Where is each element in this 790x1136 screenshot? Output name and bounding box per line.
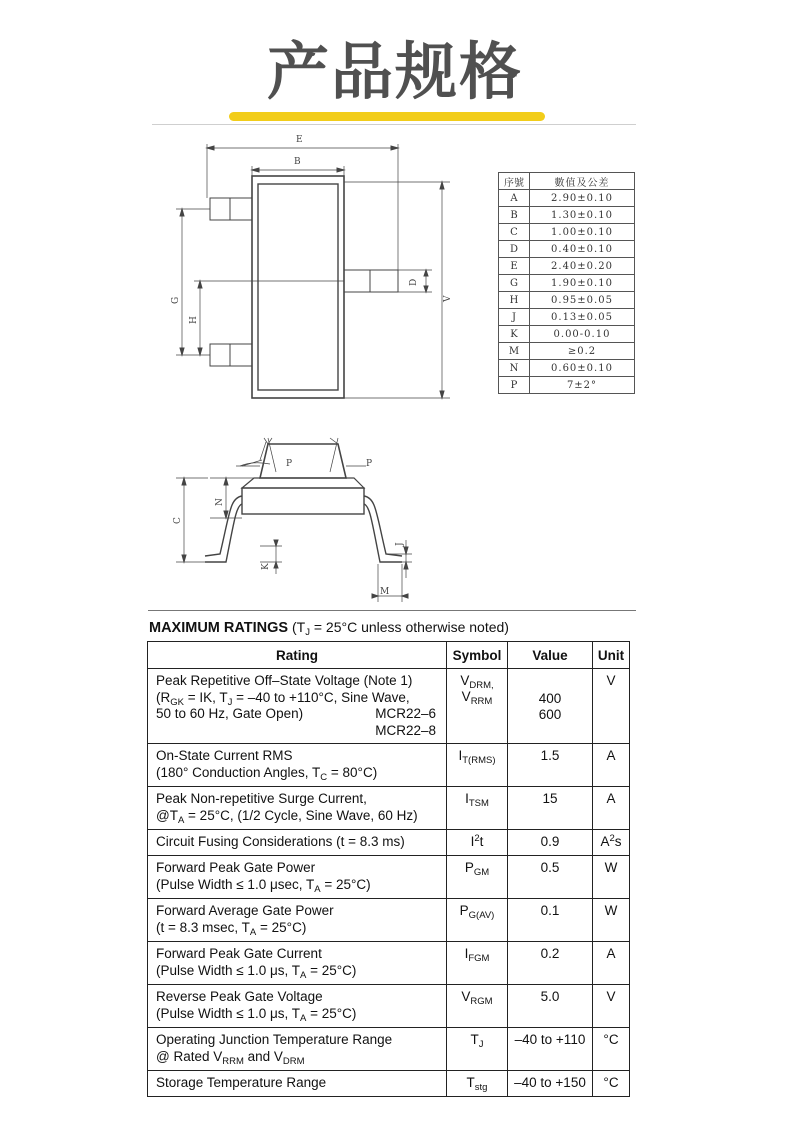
rating-text: and V — [243, 1048, 283, 1064]
dim-label-j: J — [395, 542, 405, 546]
symbol-cell — [447, 899, 508, 942]
symbol-sub: DRM, — [469, 680, 494, 691]
unit-cell: A — [593, 942, 630, 985]
dimension-row — [499, 258, 635, 275]
unit-cell: A — [593, 787, 630, 830]
rating-cell — [148, 669, 447, 744]
symbol-sub: stg — [474, 1082, 488, 1093]
dimension-row — [499, 207, 635, 224]
symbol-text: T — [466, 1075, 475, 1090]
symbol-text: P — [459, 903, 469, 918]
unit-cell: W — [593, 856, 630, 899]
value-cell: 0.9 — [508, 830, 593, 856]
rating-sub: J — [227, 696, 233, 708]
rating-sub: GK — [170, 696, 184, 708]
lead-right — [344, 270, 398, 292]
symbol-text: t — [479, 834, 484, 849]
dim-label-p-right: P — [366, 459, 373, 469]
dimension-value: ≥0.2 — [530, 343, 635, 360]
unit-cell: °C — [593, 1028, 630, 1071]
symbol-text: I — [470, 834, 475, 849]
rating-text: Reverse Peak Gate Voltage — [156, 989, 323, 1004]
dim-label-c: C — [173, 517, 183, 524]
dimension-value: 1.00±0.10 — [530, 224, 635, 241]
dimension-table — [498, 172, 635, 394]
symbol-sub: G(AV) — [468, 910, 495, 921]
ratings-heading-note-sub: J — [305, 627, 310, 638]
dimension-value: 0.95±0.05 — [530, 292, 635, 309]
value-cell: 15 — [508, 787, 593, 830]
dimension-value: 2.90±0.10 — [530, 190, 635, 207]
rating-text: (Pulse Width ≤ 1.0 μs, T — [156, 962, 300, 978]
header-symbol: Symbol — [447, 642, 508, 669]
dim-label-m: M — [380, 587, 390, 597]
symbol-text: I — [464, 946, 469, 961]
symbol-cell — [447, 830, 508, 856]
lead-bottom-left — [210, 344, 252, 366]
section-divider — [148, 610, 636, 611]
rating-cell — [148, 856, 447, 899]
symbol-sub: FGM — [468, 953, 490, 964]
symbol-cell — [447, 856, 508, 899]
dimension-symbol: M — [499, 343, 530, 360]
dimension-symbol: A — [499, 190, 530, 207]
rating-text: On-State Current RMS — [156, 748, 293, 763]
symbol-cell — [447, 942, 508, 985]
rating-text: @ Rated V — [156, 1048, 223, 1064]
unit-cell: V — [593, 985, 630, 1028]
rating-text: Forward Peak Gate Power — [156, 860, 316, 875]
rating-cell — [148, 1028, 447, 1071]
lead-top-left — [210, 198, 252, 220]
rating-text: = 25°C) — [320, 876, 371, 892]
header-value: Value — [508, 642, 593, 669]
rating-sub: A — [300, 969, 307, 981]
dimension-symbol: D — [499, 241, 530, 258]
package-outline-drawing — [150, 126, 500, 610]
unit-cell — [593, 830, 630, 856]
dimension-value: 7±2° — [530, 377, 635, 394]
unit-cell: V — [593, 669, 630, 744]
unit-cell: °C — [593, 1071, 630, 1097]
rating-cell — [148, 787, 447, 830]
symbol-cell — [447, 787, 508, 830]
dim-header-value: 數值及公差 — [530, 173, 635, 190]
dimension-value: 1.30±0.10 — [530, 207, 635, 224]
table-row — [148, 856, 630, 899]
rating-text: (Pulse Width ≤ 1.0 μs, T — [156, 1005, 300, 1021]
ratings-heading-note-a: (T — [291, 619, 306, 635]
side-view-body-bottom — [242, 488, 364, 514]
rating-cell: Storage Temperature Range — [148, 1071, 447, 1097]
rating-cell — [148, 744, 447, 787]
header-unit: Unit — [593, 642, 630, 669]
rating-text: Operating Junction Temperature Range — [156, 1032, 393, 1047]
ratings-heading-note-b: = 25°C unless otherwise noted) — [309, 619, 509, 635]
symbol-text: I — [458, 748, 463, 763]
rating-cell — [148, 899, 447, 942]
dimension-value: 0.40±0.10 — [530, 241, 635, 258]
table-row — [148, 1071, 630, 1097]
rating-text: Forward Peak Gate Current — [156, 946, 322, 961]
dim-label-b: B — [294, 157, 301, 167]
rating-text: @T — [156, 807, 178, 823]
side-lead-right — [364, 496, 402, 556]
rating-sub: A — [177, 814, 185, 826]
rating-sub: DRM — [282, 1055, 305, 1067]
dimension-row — [499, 377, 635, 394]
body-outer — [252, 176, 344, 398]
dimension-row — [499, 292, 635, 309]
dim-header-index: 序號 — [499, 173, 530, 190]
table-row — [148, 787, 630, 830]
value-cell: 0.5 — [508, 856, 593, 899]
dimension-value: 2.40±0.20 — [530, 258, 635, 275]
table-row — [148, 744, 630, 787]
symbol-sub: RGM — [470, 996, 493, 1007]
value-cell: –40 to +110 — [508, 1028, 593, 1071]
rating-text: (180° Conduction Angles, T — [156, 764, 321, 780]
unit-cell: W — [593, 899, 630, 942]
dim-label-h: H — [189, 316, 199, 324]
value-text: 400 — [538, 691, 562, 706]
rating-text: (Pulse Width ≤ 1.0 μsec, T — [156, 876, 315, 892]
dimension-symbol: E — [499, 258, 530, 275]
symbol-sub: RRM — [470, 696, 493, 707]
symbol-text: V — [461, 689, 471, 704]
rating-text: = –40 to +110°C, Sine Wave, — [232, 689, 410, 705]
device-name: MCR22–8 — [375, 722, 436, 738]
dimension-symbol: C — [499, 224, 530, 241]
value-cell: 0.2 — [508, 942, 593, 985]
dimension-row — [499, 224, 635, 241]
symbol-cell — [447, 1071, 508, 1097]
dimension-symbol: P — [499, 377, 530, 394]
rating-text: Forward Average Gate Power — [156, 903, 334, 918]
dimension-row — [499, 275, 635, 292]
dimension-symbol: K — [499, 326, 530, 343]
table-row — [148, 899, 630, 942]
symbol-sub: T(RMS) — [462, 755, 496, 766]
dimension-row — [499, 343, 635, 360]
dim-label-v: V — [443, 295, 453, 302]
symbol-sub: TSM — [468, 798, 489, 809]
rating-text: = 25°C, (1/2 Cycle, Sine Wave, 60 Hz) — [184, 807, 418, 823]
header-rating: Rating — [148, 642, 447, 669]
unit-cell: A — [593, 744, 630, 787]
dimension-row — [499, 241, 635, 258]
symbol-sub: J — [478, 1039, 484, 1050]
rating-text: (t = 8.3 msec, T — [156, 919, 250, 935]
body-inner — [258, 184, 338, 390]
rating-text: (R — [156, 689, 171, 705]
rating-text: = 25°C) — [256, 919, 307, 935]
rating-sub: A — [300, 1012, 307, 1024]
rating-text: = IK, T — [183, 689, 228, 705]
dimension-symbol: H — [499, 292, 530, 309]
page-title: 产品规格 — [266, 35, 523, 108]
dimension-row — [499, 190, 635, 207]
symbol-cell — [447, 985, 508, 1028]
symbol-text: V — [460, 673, 470, 688]
device-name: MCR22–6 — [375, 706, 436, 721]
rating-sub: A — [249, 926, 257, 938]
value-cell: 1.5 — [508, 744, 593, 787]
top-divider — [152, 124, 636, 125]
dimension-value: 1.90±0.10 — [530, 275, 635, 292]
rating-cell — [148, 985, 447, 1028]
rating-cell — [148, 942, 447, 985]
dimension-symbol: G — [499, 275, 530, 292]
symbol-text: I — [465, 791, 469, 806]
symbol-sub: GM — [473, 867, 490, 878]
table-row — [148, 669, 630, 744]
value-cell: 5.0 — [508, 985, 593, 1028]
symbol-cell — [447, 1028, 508, 1071]
ratings-heading-title: MAXIMUM RATINGS — [149, 620, 289, 636]
rating-text: Peak Non-repetitive Surge Current, — [156, 791, 367, 806]
dim-label-n: N — [215, 498, 225, 506]
value-cell: –40 to +150 — [508, 1071, 593, 1097]
table-row — [148, 985, 630, 1028]
dimension-symbol: J — [499, 309, 530, 326]
side-view-body-top — [260, 444, 346, 478]
dimension-value: 0.00-0.10 — [530, 326, 635, 343]
value-text: 600 — [538, 707, 562, 722]
symbol-cell — [447, 744, 508, 787]
table-row — [148, 1028, 630, 1071]
rating-sub: RRM — [222, 1055, 244, 1067]
dim-label-d: D — [409, 278, 419, 286]
unit-sup: 2 — [609, 833, 615, 844]
dimension-value: 0.13±0.05 — [530, 309, 635, 326]
rating-text: = 25°C) — [306, 962, 357, 978]
dimension-row — [499, 326, 635, 343]
value-cell: 0.1 — [508, 899, 593, 942]
dimension-row — [499, 309, 635, 326]
symbol-text: T — [470, 1032, 479, 1047]
dim-label-g: G — [171, 296, 181, 304]
dimension-symbol: N — [499, 360, 530, 377]
unit-text: s — [614, 834, 622, 849]
symbol-sup: 2 — [474, 833, 480, 844]
dimension-symbol: B — [499, 207, 530, 224]
dimension-value: 0.60±0.10 — [530, 360, 635, 377]
symbol-text: P — [464, 860, 474, 875]
dim-label-k: K — [261, 563, 271, 570]
dim-label-e: E — [296, 135, 303, 145]
dimension-table-header — [499, 173, 635, 190]
ratings-header-row — [148, 642, 630, 669]
rating-sub: A — [314, 883, 321, 895]
rating-sub: C — [320, 771, 328, 783]
ratings-heading — [149, 619, 509, 636]
table-row — [148, 942, 630, 985]
rating-cell: Circuit Fusing Considerations (t = 8.3 ms) — [148, 830, 447, 856]
title-underline — [229, 112, 545, 121]
value-cell — [508, 669, 593, 744]
dimension-row — [499, 360, 635, 377]
rating-text: = 80°C) — [327, 764, 378, 780]
rating-text: Peak Repetitive Off–State Voltage (Note 1) — [156, 673, 413, 688]
rating-text: = 25°C) — [306, 1005, 357, 1021]
symbol-cell — [447, 669, 508, 744]
rating-text: 50 to 60 Hz, Gate Open) — [156, 706, 304, 721]
symbol-text: V — [461, 989, 471, 1004]
dim-label-p-left: P — [286, 459, 293, 469]
maximum-ratings-table — [147, 641, 630, 1097]
table-row — [148, 830, 630, 856]
unit-text: A — [600, 834, 610, 849]
